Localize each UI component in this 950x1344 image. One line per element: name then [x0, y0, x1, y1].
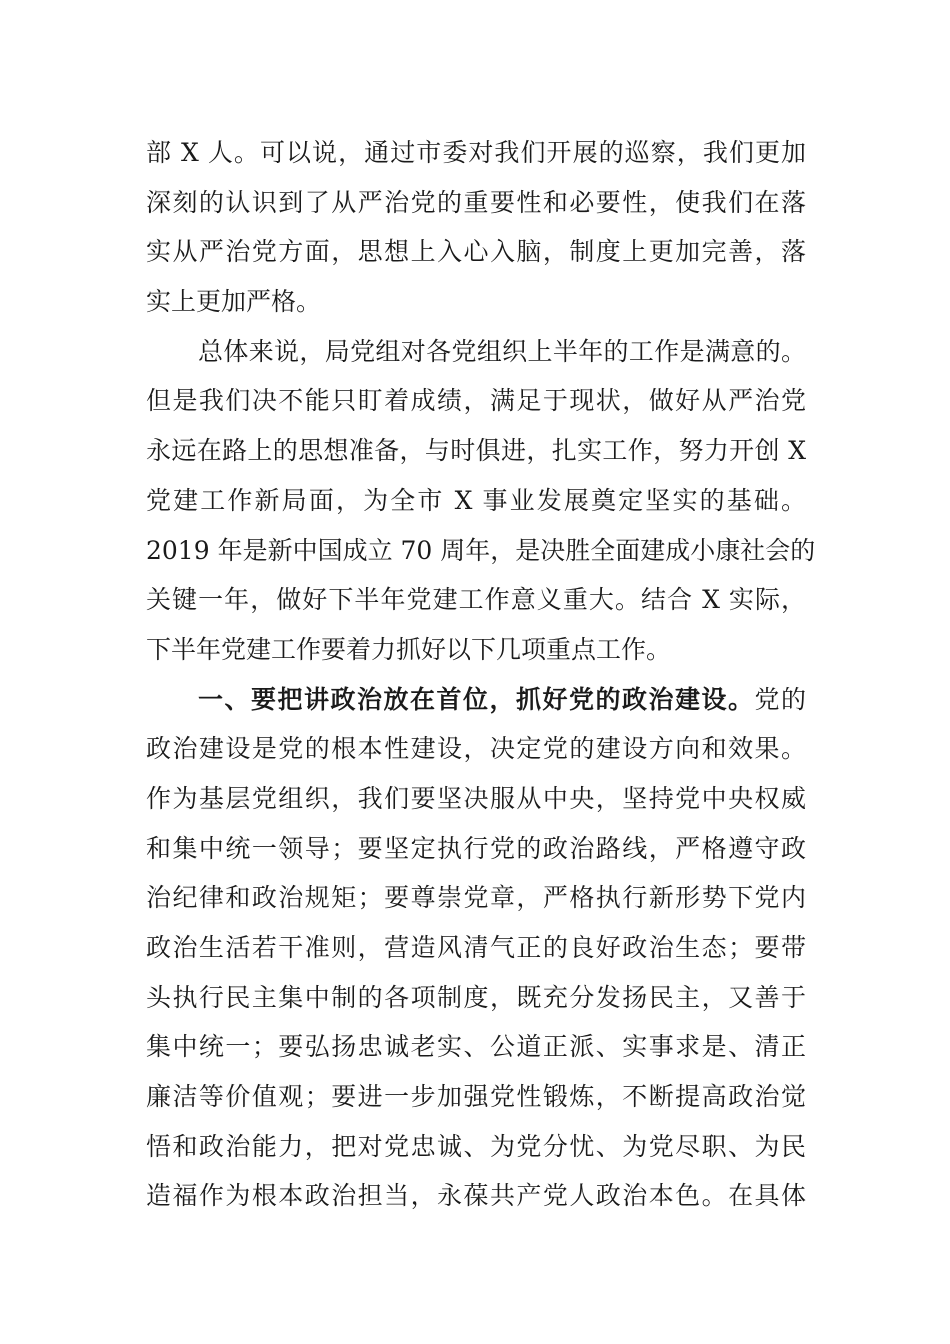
text-line: 下半年党建工作要着力抓好以下几项重点工作。	[146, 634, 672, 664]
text-line: 头执行民主集中制的各项制度，既充分发扬民主，又善于	[146, 982, 806, 1012]
text-line: 总体来说，局党组对各党组织上半年的工作是满意的。	[198, 336, 806, 366]
text-line: 党建工作新局面，为全市 X 事业发展奠定坚实的基础。	[146, 485, 806, 515]
text-line: 实从严治党方面，思想上入心入脑，制度上更加完善，落	[146, 237, 806, 267]
text-line: 悟和政治能力，把对党忠诚、为党分忧、为党尽职、为民	[146, 1131, 806, 1161]
text-line: 但是我们决不能只盯着成绩，满足于现状，做好从严治党	[146, 386, 806, 416]
text-line: 关键一年，做好下半年党建工作意义重大。结合 X 实际，	[146, 585, 806, 615]
body-text	[146, 128, 816, 1221]
text-line: 政治建设是党的根本性建设，决定党的建设方向和效果。	[146, 734, 806, 764]
text-line: 2019 年是新中国成立 70 周年，是决胜全面建成小康社会的	[146, 535, 816, 565]
section-heading: 一、要把讲政治放在首位，抓好党的政治建设。	[198, 684, 755, 714]
text-line: 部 X 人。可以说，通过市委对我们开展的巡察，我们更加	[146, 138, 806, 167]
text-line: 和集中统一领导；要坚定执行党的政治路线，严格遵守政	[146, 833, 806, 863]
paragraph-1	[146, 128, 806, 327]
text-line: 实上更加严格。	[146, 287, 322, 317]
paragraph-2	[146, 327, 816, 675]
text-line: 永远在路上的思想准备，与时俱进，扎实工作，努力开创 X	[146, 436, 806, 466]
text-line: 集中统一；要弘扬忠诚老实、公道正派、实事求是、清正	[146, 1032, 806, 1062]
text-line: 作为基层党组织，我们要坚决服从中央，坚持党中央权威	[146, 783, 806, 813]
text-line: 廉洁等价值观；要进一步加强党性锻炼，不断提高政治觉	[146, 1082, 806, 1112]
heading-continuation: 党的	[754, 684, 806, 714]
text-line	[146, 675, 806, 725]
text-line: 造福作为根本政治担当，永葆共产党人政治本色。在具体	[146, 1181, 806, 1211]
text-line: 政治生活若干准则，营造风清气正的良好政治生态；要带	[146, 933, 806, 962]
text-line: 深刻的认识到了从严治党的重要性和必要性，使我们在落	[146, 187, 806, 217]
paragraph-3	[146, 675, 806, 1222]
text-line: 治纪律和政治规矩；要尊崇党章，严格执行新形势下党内	[146, 883, 806, 913]
